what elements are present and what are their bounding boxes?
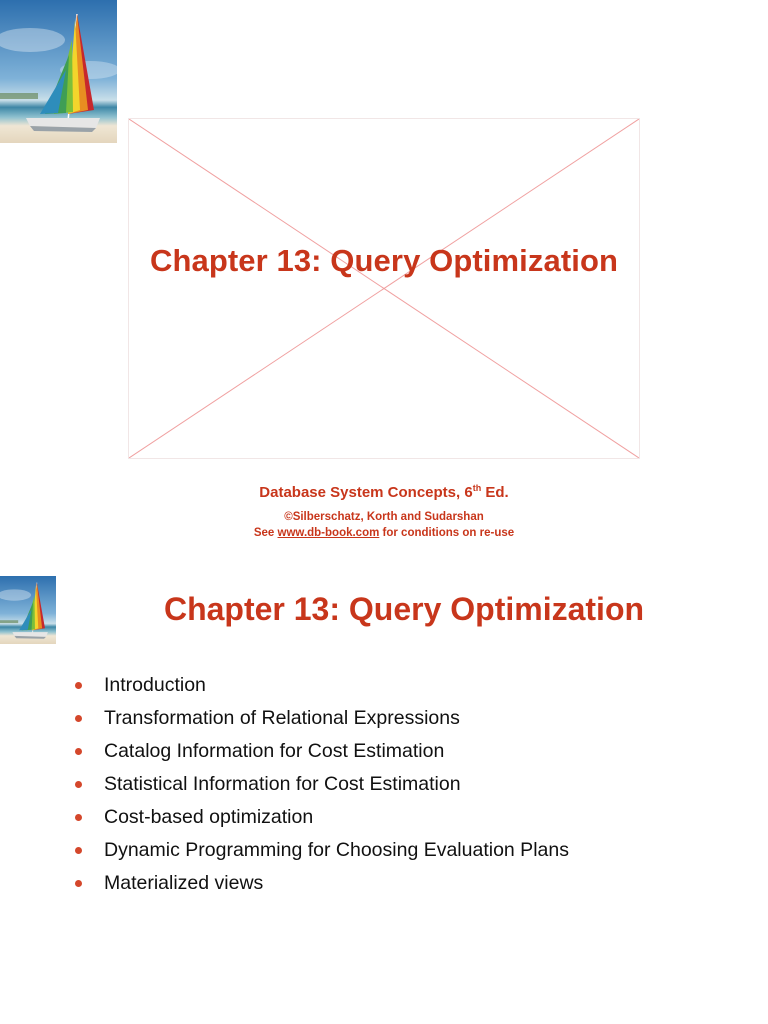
reuse-prefix: See — [253, 527, 278, 539]
bullet-icon — [75, 682, 82, 689]
list-item — [72, 772, 592, 797]
bullet-icon — [75, 715, 82, 722]
list-item — [72, 739, 592, 764]
list-item-text: Materialized views — [104, 872, 264, 894]
bullet-icon — [75, 847, 82, 854]
edition-suffix: Ed. — [481, 484, 509, 501]
list-item-text: Dynamic Programming for Choosing Evaluation Plans — [104, 839, 569, 861]
list-item-text: Introduction — [104, 674, 206, 696]
edition-text: Database System Concepts, 6 — [259, 484, 473, 501]
image-placeholder — [128, 118, 640, 459]
slide-title: Chapter 13: Query Optimization — [149, 243, 619, 278]
list-item — [72, 673, 592, 698]
bullet-list — [72, 673, 592, 904]
db-book-link[interactable]: www.db-book.com — [277, 527, 380, 539]
reuse-suffix: for conditions on re-use — [379, 527, 515, 539]
bullet-icon — [75, 880, 82, 887]
copyright-line: ©Silberschatz, Korth and Sudarshan — [284, 511, 484, 523]
list-item-text: Cost-based optimization — [104, 806, 314, 828]
edition-line — [0, 484, 768, 501]
slide-title: Chapter 13: Query Optimization — [163, 591, 645, 627]
list-item — [72, 871, 592, 896]
bullet-icon — [75, 748, 82, 755]
list-item-text: Transformation of Relational Expressions — [104, 707, 460, 729]
bullet-icon — [75, 781, 82, 788]
list-item — [72, 805, 592, 830]
bullet-icon — [75, 814, 82, 821]
list-item-text: Catalog Information for Cost Estimation — [104, 740, 445, 762]
list-item-text: Statistical Information for Cost Estimation — [104, 773, 461, 795]
list-item — [72, 706, 592, 731]
list-item — [72, 838, 592, 863]
edition-superscript: th — [472, 483, 482, 493]
reuse-line — [0, 527, 768, 539]
sailboat-icon — [0, 0, 117, 143]
